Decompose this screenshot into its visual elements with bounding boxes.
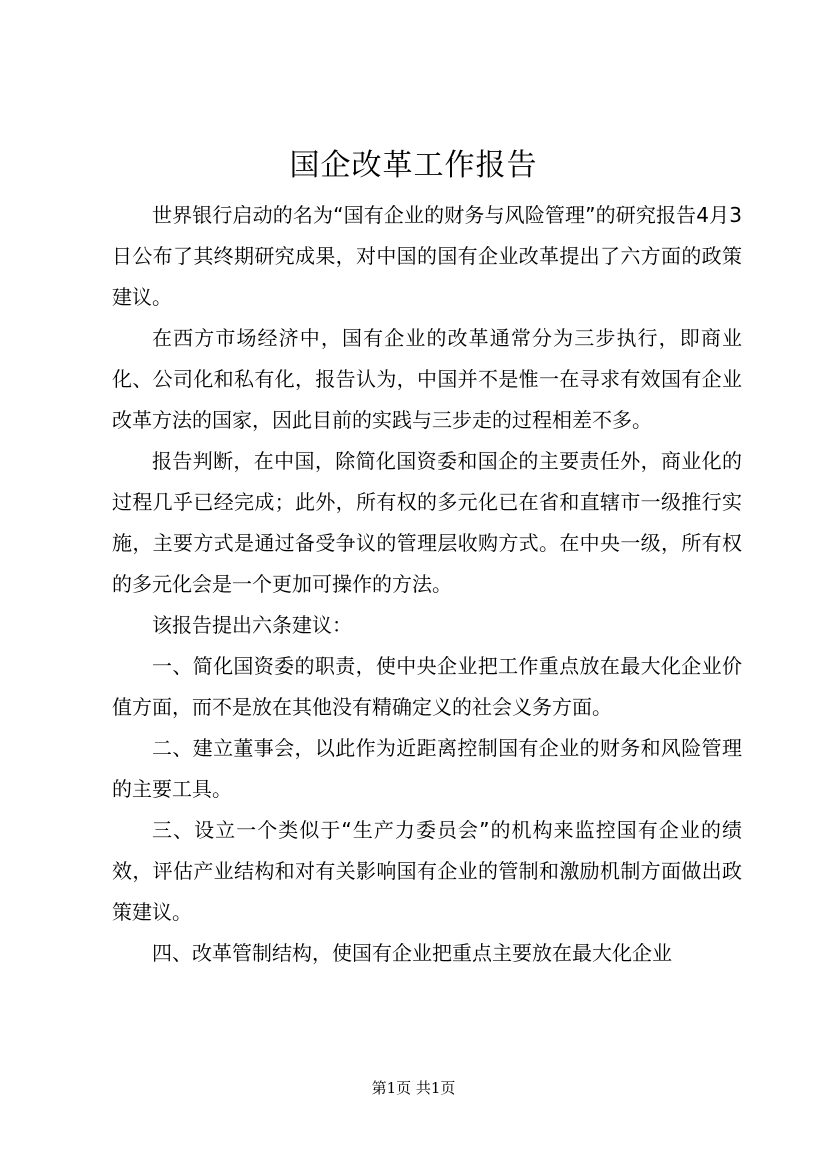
paragraph-2: 在西方市场经济中，国有企业的改革通常分为三步执行，即商业化、公司化和私有化，报告认为，中国并不是惟一在寻求有效国有企业改革方法的国家，因此目前的实践与三步走的过程相差不多。 [112, 326, 742, 432]
paragraph-8: 四、改革管制结构，使国有企业把重点主要放在最大化企业 [152, 941, 672, 965]
paragraph-7: 三、设立一个类似于“生产力委员会”的机构来监控国有企业的绩效，评估产业结构和对有关影响国有企业的管制和激励机制方面做出政策建议。 [112, 818, 742, 924]
paragraph-3: 报告判断，在中国，除简化国资委和国企的主要责任外，商业化的过程几乎已经完成；此外，所有权的多元化已在省和直辖市一级推行实施，主要方式是通过备受争议的管理层收购方式。在中央一级，所有权的多元化会是一个更加可操作的方法。 [112, 449, 742, 596]
paragraph-1: 世界银行启动的名为“国有企业的财务与风险管理”的研究报告4月3日公布了其终期研究成果，对中国的国有企业改革提出了六方面的政策建议。 [112, 203, 742, 309]
paragraph-4: 该报告提出六条建议： [152, 613, 352, 637]
paragraph-6: 二、建立董事会，以此作为近距离控制国有企业的财务和风险管理的主要工具。 [112, 736, 742, 801]
document-title: 国企改革工作报告 [289, 148, 538, 183]
document-body [112, 195, 742, 974]
page-number-footer: 第1页 共1页 [371, 1079, 456, 1097]
paragraph-5: 一、简化国资委的职责，使中央企业把工作重点放在最大化企业价值方面，而不是放在其他没有精确定义的社会义务方面。 [112, 654, 742, 719]
